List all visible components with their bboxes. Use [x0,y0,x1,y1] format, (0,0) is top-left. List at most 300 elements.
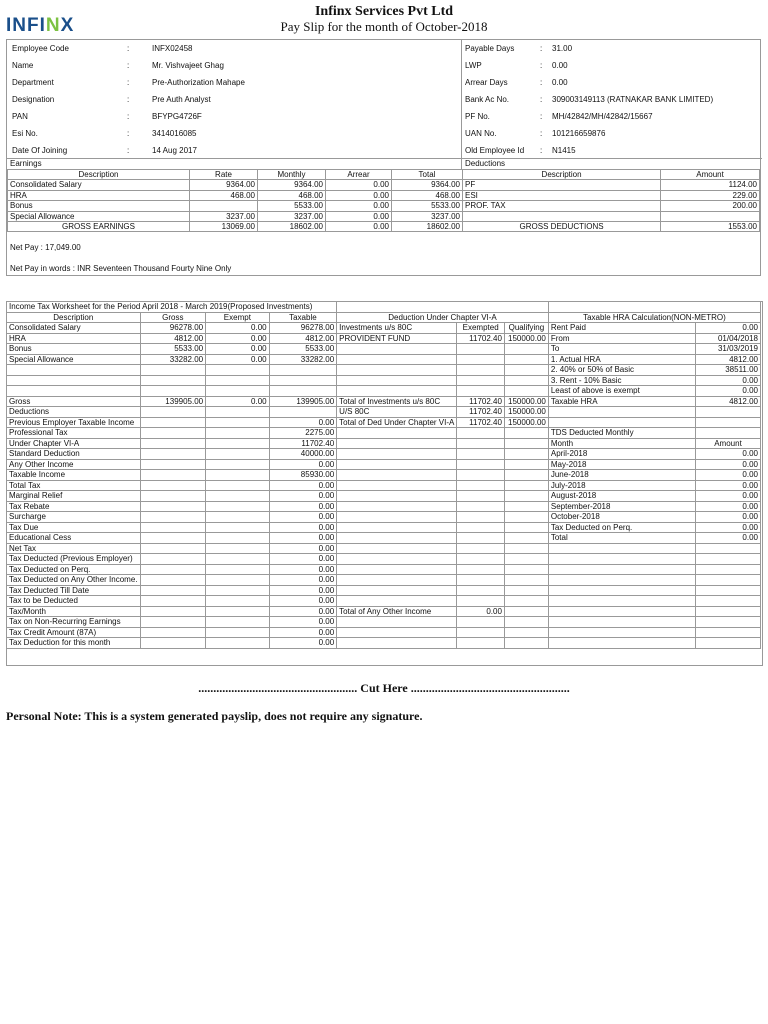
chapter-item [337,428,457,439]
tax-row [7,606,761,617]
chapter-qualifying [504,344,548,355]
field-label: Designation [12,95,55,104]
hra-value: 0.00 [696,375,761,386]
tax-row [7,533,761,544]
tax-taxable: 0.00 [269,554,337,565]
chapter-exempted: 0.00 [457,606,505,617]
earning-amount: 9364.00 [392,180,463,190]
tax-worksheet-title: Income Tax Worksheet for the Period April 2018 - March 2019(Proposed Investments) [7,302,337,313]
chapter-qualifying: 150000.00 [504,407,548,418]
field-separator: : [127,61,130,70]
tax-description: Standard Deduction [7,449,141,460]
chapter-item [337,585,457,596]
chapter-item [337,543,457,554]
tax-taxable [269,365,337,376]
chapter-qualifying [504,627,548,638]
hra-value: 0.00 [696,522,761,533]
chapter-item [337,533,457,544]
hra-item [548,417,695,428]
tax-gross [140,617,206,628]
chapter-qualifying [504,606,548,617]
chapter-exempted [457,438,505,449]
chapter-item [337,459,457,470]
tax-description: Consolidated Salary [7,323,141,334]
tax-exempt [206,407,269,418]
column-header: Monthly [258,170,326,180]
tax-gross [140,491,206,502]
hra-item [548,617,695,628]
hra-item [548,596,695,607]
tax-gross [140,417,206,428]
hra-item [548,585,695,596]
gross-earnings-label: GROSS EARNINGS [8,222,190,232]
employee-info-row [463,57,760,74]
chapter-qualifying [504,512,548,523]
tax-description: Special Allowance [7,354,141,365]
tax-description: Taxable Income [7,470,141,481]
hra-value: 4812.00 [696,354,761,365]
tax-description: Deductions [7,407,141,418]
tax-gross [140,480,206,491]
field-label: PAN [12,112,28,121]
chapter-exempted [457,617,505,628]
earning-amount: 3237.00 [190,211,258,221]
hra-item [548,407,695,418]
chapter-exempted [457,470,505,481]
earnings-table [7,169,463,232]
chapter-exempted [457,459,505,470]
earning-amount: 5533.00 [392,201,463,211]
field-label: Arrear Days [465,78,508,87]
deduction-amount: 229.00 [661,190,760,200]
earnings-row [8,211,463,221]
tax-description: Total Tax [7,480,141,491]
tax-taxable: 0.00 [269,564,337,575]
employee-info-row [10,91,455,108]
hra-value [696,606,761,617]
chapter-item [337,522,457,533]
tax-taxable: 0.00 [269,512,337,523]
hra-value [696,596,761,607]
tax-exempt [206,428,269,439]
chapter-item [337,375,457,386]
tax-description: Tax/Month [7,606,141,617]
hra-value [696,428,761,439]
field-label: UAN No. [465,129,497,138]
hra-value: 0.00 [696,470,761,481]
chapter-item [337,596,457,607]
deduction-amount: 1124.00 [661,180,760,190]
tax-exempt [206,606,269,617]
hra-item [548,543,695,554]
tax-worksheet-table [6,301,761,649]
tax-row [7,417,761,428]
hra-value: Amount [696,438,761,449]
hra-value: 0.00 [696,512,761,523]
deductions-table [462,169,760,232]
earning-amount [190,201,258,211]
employee-info-row [463,142,760,159]
hra-item: Month [548,438,695,449]
hra-value: 0.00 [696,449,761,460]
field-label: LWP [465,61,482,70]
gross-earnings-amount: 18602.00 [258,222,326,232]
deduction-row [463,201,760,211]
tax-gross [140,533,206,544]
hra-value [696,543,761,554]
tax-exempt: 0.00 [206,333,269,344]
hra-value [696,407,761,418]
chapter-exempted: 11702.40 [457,407,505,418]
tax-gross [140,522,206,533]
field-label: Department [12,78,54,87]
chapter-qualifying [504,575,548,586]
chapter-exempted [457,512,505,523]
income-tax-worksheet [6,301,763,666]
field-value: 3414016085 [152,129,197,138]
tax-row [7,344,761,355]
empty-cell [337,302,549,313]
chapter-item: Total of Any Other Income [337,606,457,617]
earning-amount: 468.00 [190,190,258,200]
field-label: PF No. [465,112,490,121]
chapter-qualifying [504,480,548,491]
tax-taxable: 0.00 [269,501,337,512]
tax-exempt [206,438,269,449]
tax-row [7,459,761,470]
chapter-qualifying [504,470,548,481]
hra-item: June-2018 [548,470,695,481]
hra-item [548,606,695,617]
tax-description: Bonus [7,344,141,355]
chapter-qualifying [504,354,548,365]
tax-exempt [206,470,269,481]
tax-exempt [206,638,269,649]
column-header: Rate [190,170,258,180]
chapter-item [337,627,457,638]
company-name: Infinx Services Pvt Ltd [314,4,454,19]
tax-title-row [7,302,761,313]
tax-row [7,627,761,638]
field-separator: : [127,129,130,138]
chapter-exempted [457,533,505,544]
column-header: Description [7,312,141,323]
tax-row [7,375,761,386]
tax-taxable: 0.00 [269,617,337,628]
tax-taxable: 4812.00 [269,333,337,344]
tax-taxable: 0.00 [269,480,337,491]
chapter-item [337,480,457,491]
field-value: 31.00 [552,44,573,53]
tax-taxable: 11702.40 [269,438,337,449]
deduction-description: PROF. TAX [463,201,661,211]
tax-taxable: 0.00 [269,627,337,638]
chapter-item [337,564,457,575]
tax-gross [140,365,206,376]
field-value: Pre-Authorization Mahape [152,78,245,87]
tax-description: Tax Deduction for this month [7,638,141,649]
hra-value [696,638,761,649]
field-separator: : [127,95,130,104]
tax-description: Tax Deducted (Previous Employer) [7,554,141,565]
deduction-description: PF [463,180,661,190]
tax-row [7,323,761,334]
tax-description: Tax Credit Amount (87A) [7,627,141,638]
hra-item: 2. 40% or 50% of Basic [548,365,695,376]
tax-description: Tax on Non-Recurring Earnings [7,617,141,628]
chapter-item: Investments u/s 80C [337,323,457,334]
hra-item: Rent Paid [548,323,695,334]
employee-info-left [10,40,455,159]
tax-gross [140,638,206,649]
field-separator: : [540,129,543,138]
earning-amount: 9364.00 [258,180,326,190]
tax-taxable: 33282.00 [269,354,337,365]
earning-amount: 468.00 [392,190,463,200]
chapter-item [337,512,457,523]
hra-item: TDS Deducted Monthly [548,428,695,439]
tax-exempt [206,554,269,565]
tax-description: Tax Rebate [7,501,141,512]
earnings-row [8,190,463,200]
tax-gross [140,438,206,449]
employee-info-row [463,40,760,57]
tax-description: Any Other Income [7,459,141,470]
chapter-item [337,438,457,449]
column-header: Description [8,170,190,180]
gross-earnings-row [8,222,463,232]
chapter-exempted [457,554,505,565]
chapter-item [337,344,457,355]
employee-info-row [10,74,455,91]
hra-value [696,627,761,638]
tax-exempt [206,575,269,586]
chapter-qualifying [504,491,548,502]
chapter-qualifying [504,449,548,460]
chapter-exempted [457,585,505,596]
hra-item: October-2018 [548,512,695,523]
earning-amount: 0.00 [326,201,392,211]
chapter-exempted [457,344,505,355]
tax-gross: 96278.00 [140,323,206,334]
hra-value: 0.00 [696,459,761,470]
tax-row [7,480,761,491]
hra-value [696,564,761,575]
field-label: Esi No. [12,129,38,138]
tax-gross [140,459,206,470]
tax-description: Tax Due [7,522,141,533]
deduction-row [463,211,760,221]
employee-info-row [463,125,760,142]
chapter-qualifying [504,438,548,449]
chapter-qualifying [504,375,548,386]
tax-taxable: 0.00 [269,491,337,502]
hra-item: 3. Rent - 10% Basic [548,375,695,386]
tax-row [7,365,761,376]
tax-description: Tax to be Deducted [7,596,141,607]
hra-item: September-2018 [548,501,695,512]
chapter-qualifying [504,564,548,575]
chapter-item: Total of Investments u/s 80C [337,396,457,407]
tax-gross [140,449,206,460]
hra-value: 0.00 [696,533,761,544]
tax-taxable: 139905.00 [269,396,337,407]
tax-gross: 139905.00 [140,396,206,407]
tax-exempt [206,480,269,491]
tax-taxable: 85930.00 [269,470,337,481]
hra-item [548,564,695,575]
tax-gross [140,407,206,418]
column-header: Description [463,170,661,180]
hra-value: 0.00 [696,323,761,334]
tax-row [7,354,761,365]
tax-exempt [206,417,269,428]
tax-row [7,617,761,628]
deduction-amount [661,211,760,221]
chapter-exempted [457,501,505,512]
cut-here-line: ..................................................... Cut Here ..................................................... [198,681,570,695]
field-separator: : [127,78,130,87]
field-value: INFX02458 [152,44,193,53]
tax-row [7,407,761,418]
column-header: Deduction Under Chapter VI-A [337,312,549,323]
tax-description: Gross [7,396,141,407]
column-header: Exempt [206,312,269,323]
tax-gross: 4812.00 [140,333,206,344]
tax-exempt [206,585,269,596]
tax-taxable: 0.00 [269,522,337,533]
chapter-qualifying [504,543,548,554]
chapter-item [337,470,457,481]
earning-description: Bonus [8,201,190,211]
tax-exempt [206,365,269,376]
hra-value: 38511.00 [696,365,761,376]
tax-row [7,470,761,481]
field-value: 101216659876 [552,129,606,138]
hra-item: Least of above is exempt [548,386,695,397]
field-separator: : [540,44,543,53]
chapter-qualifying [504,585,548,596]
chapter-item: PROVIDENT FUND [337,333,457,344]
chapter-item [337,501,457,512]
tax-exempt [206,617,269,628]
earning-amount: 0.00 [326,190,392,200]
chapter-exempted [457,564,505,575]
hra-value: 0.00 [696,386,761,397]
tax-description: Under Chapter VI-A [7,438,141,449]
tax-gross [140,575,206,586]
tax-taxable [269,375,337,386]
employee-info-row [463,108,760,125]
tax-gross [140,554,206,565]
tax-taxable: 5533.00 [269,344,337,355]
chapter-qualifying: 150000.00 [504,396,548,407]
column-header: Taxable HRA Calculation(NON-METRO) [548,312,760,323]
payslip-subtitle: Pay Slip for the month of October-2018 [280,19,488,34]
tax-exempt [206,627,269,638]
earnings-row [8,201,463,211]
tax-gross [140,512,206,523]
hra-value: 01/04/2018 [696,333,761,344]
chapter-qualifying [504,533,548,544]
field-separator: : [540,61,543,70]
hra-value [696,585,761,596]
tax-description: Net Tax [7,543,141,554]
gross-deductions-amount: 1553.00 [661,222,760,232]
field-value: Mr. Vishvajeet Ghag [152,61,224,70]
hra-value [696,575,761,586]
tax-gross [140,428,206,439]
employee-info-right [463,40,760,159]
tax-description: Surcharge [7,512,141,523]
chapter-exempted [457,480,505,491]
tax-gross [140,627,206,638]
tax-taxable: 0.00 [269,533,337,544]
tax-description [7,375,141,386]
hra-item: Tax Deducted on Perq. [548,522,695,533]
tax-gross [140,386,206,397]
tax-gross [140,606,206,617]
chapter-exempted: 11702.40 [457,333,505,344]
tax-taxable [269,386,337,397]
chapter-exempted [457,638,505,649]
tax-row [7,543,761,554]
tax-taxable: 0.00 [269,417,337,428]
chapter-exempted [457,522,505,533]
tax-taxable [269,407,337,418]
chapter-exempted: Exempted [457,323,505,334]
field-label: Bank Ac No. [465,95,510,104]
tax-row [7,522,761,533]
tax-exempt [206,375,269,386]
tax-exempt [206,533,269,544]
chapter-qualifying [504,617,548,628]
info-divider [461,40,462,169]
hra-value [696,617,761,628]
chapter-item [337,365,457,376]
field-label: Employee Code [12,44,69,53]
hra-item: To [548,344,695,355]
field-value: 0.00 [552,61,568,70]
earning-amount: 9364.00 [190,180,258,190]
chapter-qualifying [504,554,548,565]
hra-value: 31/03/2019 [696,344,761,355]
field-label: Name [12,61,34,70]
tax-taxable: 0.00 [269,638,337,649]
earning-description: Consolidated Salary [8,180,190,190]
tax-taxable: 0.00 [269,585,337,596]
hra-item [548,554,695,565]
tax-taxable: 96278.00 [269,323,337,334]
chapter-exempted [457,596,505,607]
deduction-row [463,190,760,200]
tax-row [7,554,761,565]
tax-exempt: 0.00 [206,323,269,334]
tax-taxable: 0.00 [269,606,337,617]
field-label: Payable Days [465,44,515,53]
chapter-exempted [457,491,505,502]
tax-description: Tax Deducted Till Date [7,585,141,596]
tax-exempt: 0.00 [206,344,269,355]
tax-row [7,396,761,407]
tax-exempt [206,596,269,607]
chapter-qualifying: Qualifying [504,323,548,334]
company-logo: INFINX [6,15,75,36]
field-separator: : [127,146,130,155]
tax-row [7,638,761,649]
tax-row [7,449,761,460]
chapter-item [337,386,457,397]
